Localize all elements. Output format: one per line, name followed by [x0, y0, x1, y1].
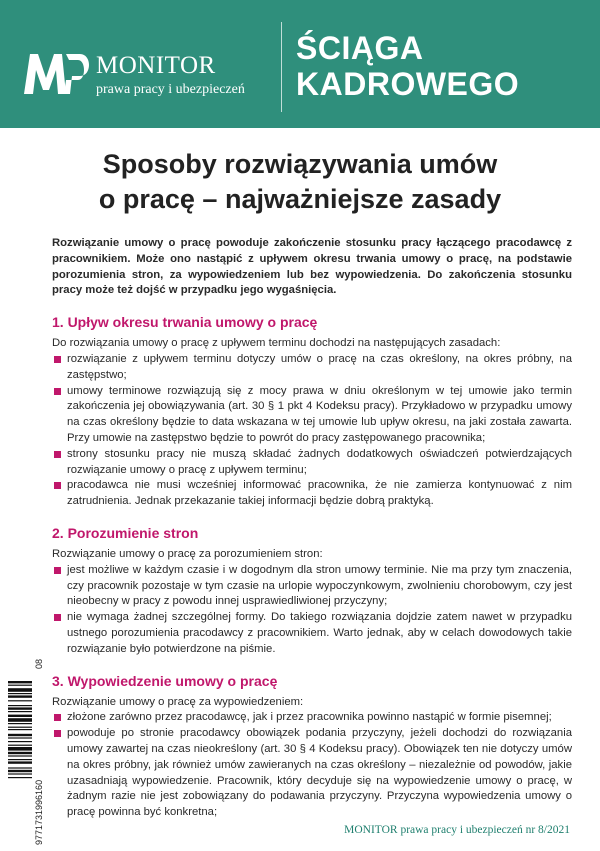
- mp-logo-icon: [22, 50, 92, 96]
- barcode-bar: [8, 685, 32, 686]
- list-item: jest możliwe w każdym czasie i w dogodnym dla stron umowy terminie. Nie ma przy tym znaczenia, czy pracownik pozostaje w tym czasie na urlopie wypoczynkowym, zwolnieniu chorobowym, czy jest nieobecny w pracy z powodu innej usprawiedliwionej przyczyny;: [52, 563, 572, 610]
- barcode-bar: [8, 693, 32, 694]
- publication-title: [296, 30, 519, 102]
- article-title: [0, 147, 600, 217]
- bullet-list: [52, 352, 572, 510]
- barcode-bar: [8, 700, 32, 701]
- section-heading: 2. Porozumienie stron: [52, 524, 199, 541]
- list-item: nie wymaga żadnej szczególnej formy. Do takiego rozwiązania dojdzie zatem nawet w przypadku ustnego porozumienia pracodawcy z pracownikiem. Warto jednak, aby w celach dowodowych takie rozwiązanie było potwierdzone na piśmie.: [52, 610, 572, 657]
- list-item: pracodawca nie musi wcześniej informować pracownika, że nie zamierza kontynuować z nim zatrudnienia. Jednak przekazanie takiej informacji będzie dobrą praktyką.: [52, 478, 572, 510]
- barcode-bar: [8, 715, 32, 717]
- barcode-bars-icon: [8, 681, 32, 778]
- barcode-bar: [8, 741, 32, 742]
- barcode-bar: [8, 773, 32, 774]
- list-item: złożone zarówno przez pracodawcę, jak i przez pracownika powinno nastąpić w formie pisemnej;: [52, 710, 572, 726]
- barcode-bar: [8, 767, 32, 768]
- list-item: powoduje po stronie pracodawcy obowiązek podania przyczyny, jeżeli dochodzi do rozwiązania umowy zawartej na czas nieokreślony (art. 30 § 4 Kodeksu pracy). Obowiązek ten nie dotyczy umów na okres próbny, jak również umów zawieranych na czas określony – niezależnie od powodów, jakie uzasadniają wypowiedzenie. Pracownik, który decyduje się na wypowiedzenie umowy o pracę, w żadnym razie nie jest zobowiązany do podawania przyczyny. Przyczyna wypowiedzenia umowy o pracę powinna być konkretna;: [52, 726, 572, 821]
- list-item: rozwiązanie z upływem terminu dotyczy umów o pracę na czas określony, na okres próbny, na zastępstwo;: [52, 352, 572, 384]
- barcode-bar: [8, 777, 32, 778]
- barcode-bar: [8, 707, 32, 709]
- barcode: [6, 655, 46, 845]
- section-heading: 1. Upływ okresu trwania umowy o pracę: [52, 314, 318, 331]
- lead-paragraph: Rozwiązanie umowy o pracę powoduje zakończenie stosunku pracy łączącego pracodawcę z pracownikiem. Może ono nastąpić z upływem okresu trwania umowy o pracę, na podstawie porozumienia stron, za wypowiedzeniem lub bez wypowiedzenia. Do zakończenia stosunku pracy może też dojść w przypadku jego wygaśnięcia.: [52, 237, 572, 297]
- bullet-list: [52, 710, 572, 821]
- section-heading: 3. Wypowiedzenie umowy o pracę: [52, 672, 278, 689]
- barcode-bar: [8, 755, 32, 756]
- page-footer: MONITOR prawa pracy i ubezpieczeń nr 8/2021: [344, 824, 570, 836]
- barcode-bar: [8, 770, 32, 772]
- barcode-bar: [8, 752, 32, 754]
- article-body: [52, 236, 572, 821]
- barcode-bar: [8, 681, 32, 683]
- barcode-issue: 08: [34, 658, 44, 669]
- barcode-bar: [8, 705, 32, 706]
- section-intro: Rozwiązanie umowy o pracę za porozumieniem stron:: [52, 547, 323, 560]
- barcode-bar: [8, 729, 32, 730]
- barcode-bar: [8, 761, 32, 763]
- list-item: umowy terminowe rozwiązują się z mocy prawa w dniu określonym w tej umowie jako termin zakończenia jej obowiązywania (art. 30 § 1 pkt 4 Kodeksu pracy). Przykładowo w przypadku umowy na czas określony będzie to data wskazana w tej umowie lub upływ okresu, na jaki została zawarta. Przy umowie na zastępstwo będzie to powrót do pracy zastępowanego pracownika;: [52, 384, 572, 447]
- title-line-2: o pracę – najważniejsze zasady: [98, 184, 502, 214]
- barcode-bar: [8, 759, 32, 760]
- header-divider: [281, 22, 282, 112]
- barcode-bar: [8, 734, 32, 736]
- barcode-bar: [8, 727, 32, 728]
- section-intro: Do rozwiązania umowy o pracę z upływem terminu dochodzi na następujących zasadach:: [52, 337, 501, 350]
- bullet-list: [52, 563, 572, 658]
- logo-subtitle: prawa pracy i ubezpieczeń: [96, 82, 245, 97]
- barcode-bar: [8, 718, 32, 722]
- brand-line-2: KADROWEGO: [296, 66, 520, 102]
- barcode-bar: [8, 737, 32, 738]
- barcode-bar: [8, 747, 32, 751]
- logo-wordmark: MONITOR: [96, 52, 216, 79]
- barcode-bar: [8, 723, 32, 724]
- brand-line-1: ŚCIĄGA: [296, 30, 424, 66]
- header-banner: [0, 0, 600, 128]
- section-intro: Rozwiązanie umowy o pracę za wypowiedzeniem:: [52, 695, 304, 708]
- title-line-1: Sposoby rozwiązywania umów: [102, 149, 498, 179]
- barcode-bar: [8, 695, 32, 697]
- barcode-number: 9771731996160: [34, 779, 44, 845]
- barcode-bar: [8, 688, 32, 692]
- barcode-bar: [8, 745, 32, 746]
- barcode-bar: [8, 711, 32, 712]
- list-item: strony stosunku pracy nie muszą składać żadnych dodatkowych oświadczeń potwierdzających rozwiązanie umowy o pracę z upływem terminu;: [52, 447, 572, 479]
